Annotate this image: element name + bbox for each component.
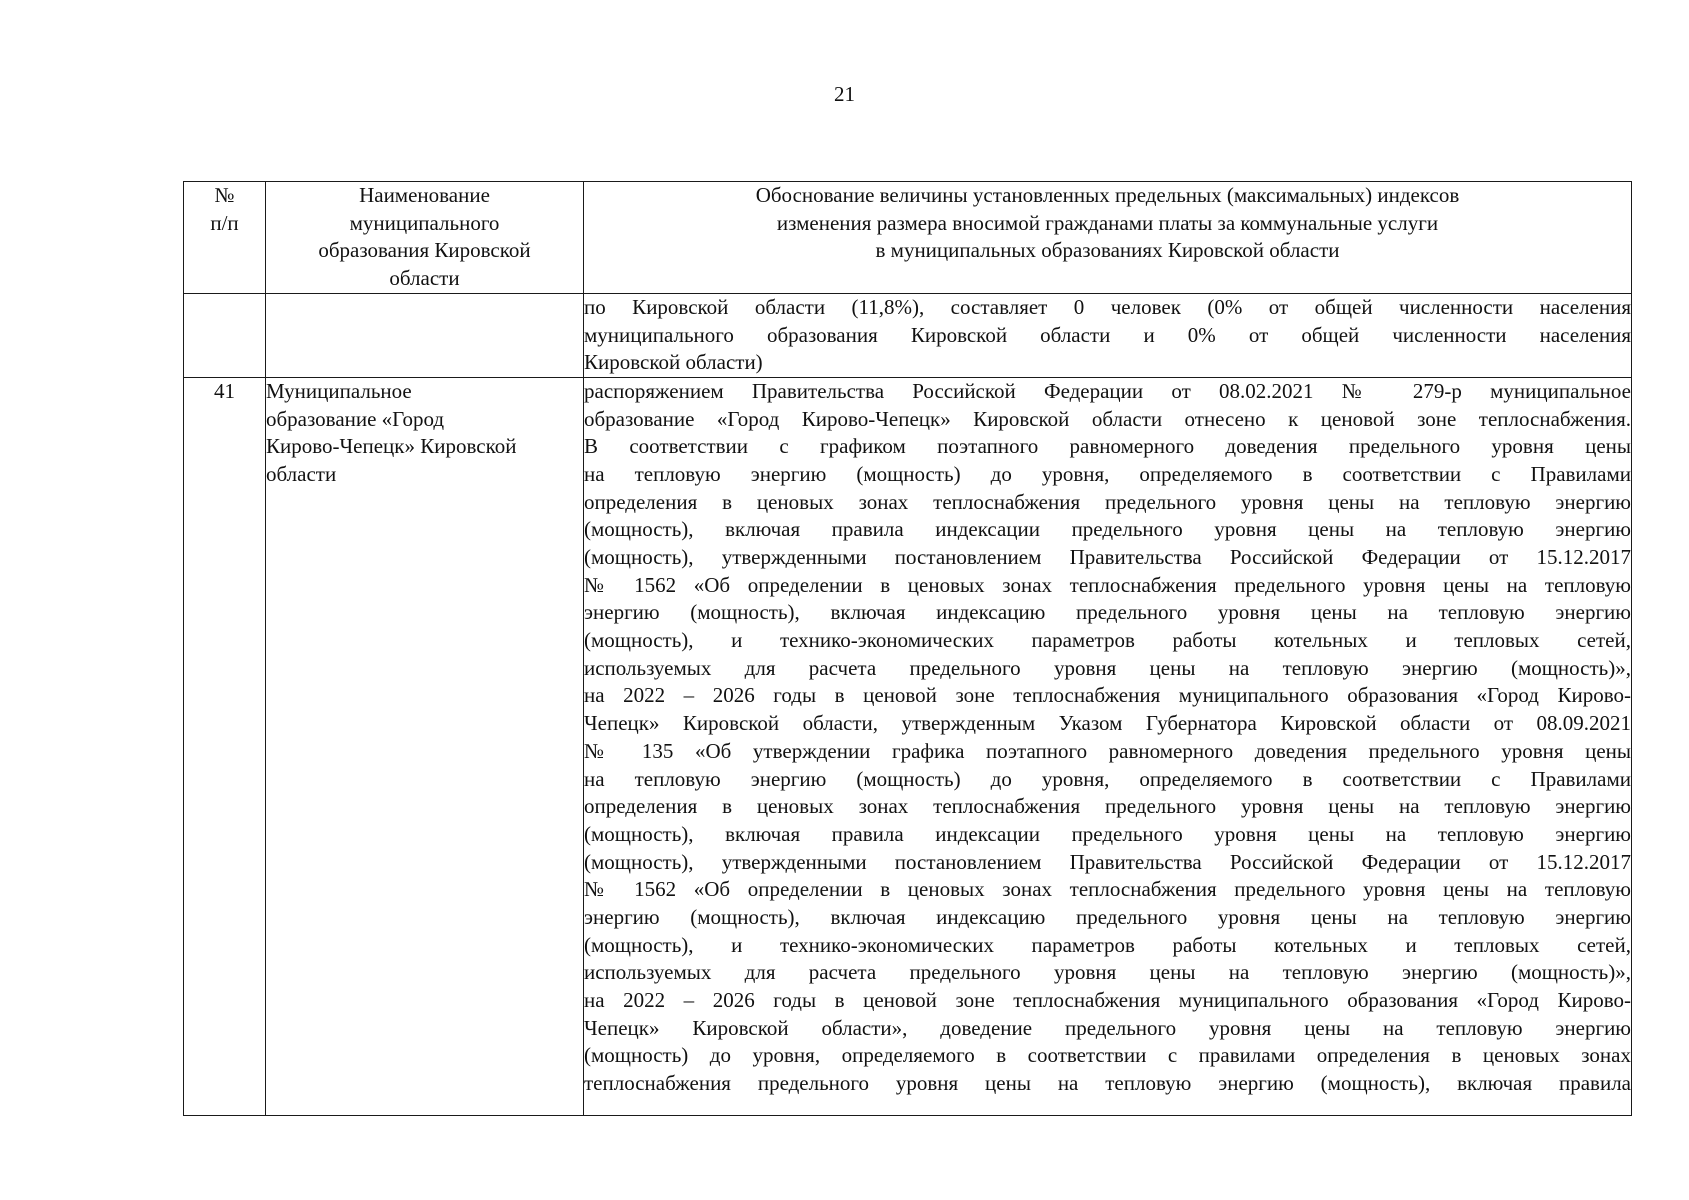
text-line: на тепловую энергию (мощность) до уровня, определяемого в соответствии с Правилами [584,766,1631,791]
municipality-name-line: образование «Город [266,406,445,431]
text-line: используемых для расчета предельного уровня цены на тепловую энергию (мощность)», [584,655,1631,680]
justification-text [584,378,1631,1115]
row-justification-cell [584,293,1632,377]
text-line: (мощность) до уровня, определяемого в соответствии с правилами определения в ценовых зонах [584,1043,1631,1068]
text-line: теплоснабжения предельного уровня цены на тепловую энергию (мощность), включая правила [584,1071,1631,1096]
text-line: (мощность), утвержденными постановлением Правительства Российской Федерации от 15.12.2017 [584,545,1631,569]
header-municipality-name [266,182,584,294]
row-justification-cell [584,377,1632,1115]
row-name-cell [266,377,584,1115]
text-line: используемых для расчета предельного уровня цены на тепловую энергию (мощность)», [584,960,1631,985]
text-line: Чепецк» Кировской области, утвержденным Указом Губернатора Кировской области от 08.09.2021 [584,711,1631,736]
header-number-line: п/п [210,210,239,235]
text-line: № 1562 «Об определении в ценовых зонах теплоснабжения предельного уровня цены на тепловую [584,572,1631,597]
text-line: распоряжением Правительства Российской Федерации от 08.02.2021 № 279-р муниципальное [584,378,1631,403]
municipality-name-line: Кирово-Чепецк» Кировской [266,434,517,459]
text-line: образование «Город Кирово-Чепецк» Кировской области отнесено к ценовой зоне теплоснабжения. [584,406,1631,431]
text-line: Чепецк» Кировской области», доведение предельного уровня цены на тепловую энергию [584,1015,1631,1040]
table-header-row [184,182,1632,294]
header-name-line: муниципального [349,210,500,235]
text-line: № 1562 «Об определении в ценовых зонах теплоснабжения предельного уровня цены на тепловую [584,877,1631,902]
table-row [184,293,1632,377]
header-name-line: Наименование [359,183,490,207]
table-row [184,377,1632,1115]
text-line: определения в ценовых зонах теплоснабжения предельного уровня цены на тепловую энергию [584,794,1631,819]
header-number-line: № [214,183,235,207]
header-name-line: образования Кировской [318,238,531,263]
header-justification-line: изменения размера вносимой гражданами платы за коммунальные услуги [776,210,1439,235]
municipality-name-line: Муниципальное [266,378,412,403]
row-number-cell [184,293,266,377]
header-name-line: области [389,266,460,291]
header-number [184,182,266,294]
header-justification [584,182,1632,294]
text-line: на 2022 – 2026 годы в ценовой зоне теплоснабжения муниципального образования «Город Кирово- [584,988,1631,1012]
row-number-cell: 41 [184,377,266,1115]
text-line: (мощность), и технико-экономических параметров работы котельных и тепловых сетей, [584,628,1631,653]
text-line: (мощность), включая правила индексации предельного уровня цены на тепловую энергию [584,517,1631,542]
indices-table [183,181,1632,1116]
text-line: Кировской области) [584,350,763,375]
page-number: 21 [834,82,855,106]
header-justification-line: Обоснование величины установленных предельных (максимальных) индексов [755,183,1460,207]
text-line: (мощность), включая правила индексации предельного уровня цены на тепловую энергию [584,821,1631,846]
text-line: В соответствии с графиком поэтапного равномерного доведения предельного уровня цены [584,434,1631,459]
text-line: по Кировской области (11,8%), составляет 0 человек (0% от общей численности населения [584,294,1631,319]
text-line: энергию (мощность), включая индексацию предельного уровня цены на тепловую энергию [584,600,1631,625]
text-line: муниципального образования Кировской области и 0% от общей численности населения [584,322,1631,347]
header-justification-line: в муниципальных образованиях Кировской области [875,238,1340,263]
municipality-name-line: области [266,461,337,486]
text-line: (мощность), и технико-экономических параметров работы котельных и тепловых сетей, [584,932,1631,957]
text-line: на тепловую энергию (мощность) до уровня, определяемого в соответствии с Правилами [584,461,1631,486]
text-line: на 2022 – 2026 годы в ценовой зоне теплоснабжения муниципального образования «Город Кирово- [584,683,1631,708]
row-name-cell [266,293,584,377]
text-line: определения в ценовых зонах теплоснабжения предельного уровня цены на тепловую энергию [584,489,1631,514]
text-line: энергию (мощность), включая индексацию предельного уровня цены на тепловую энергию [584,904,1631,929]
text-line: № 135 «Об утверждении графика поэтапного равномерного доведения предельного уровня цены [584,738,1631,763]
text-line: (мощность), утвержденными постановлением Правительства Российской Федерации от 15.12.2017 [584,849,1631,874]
